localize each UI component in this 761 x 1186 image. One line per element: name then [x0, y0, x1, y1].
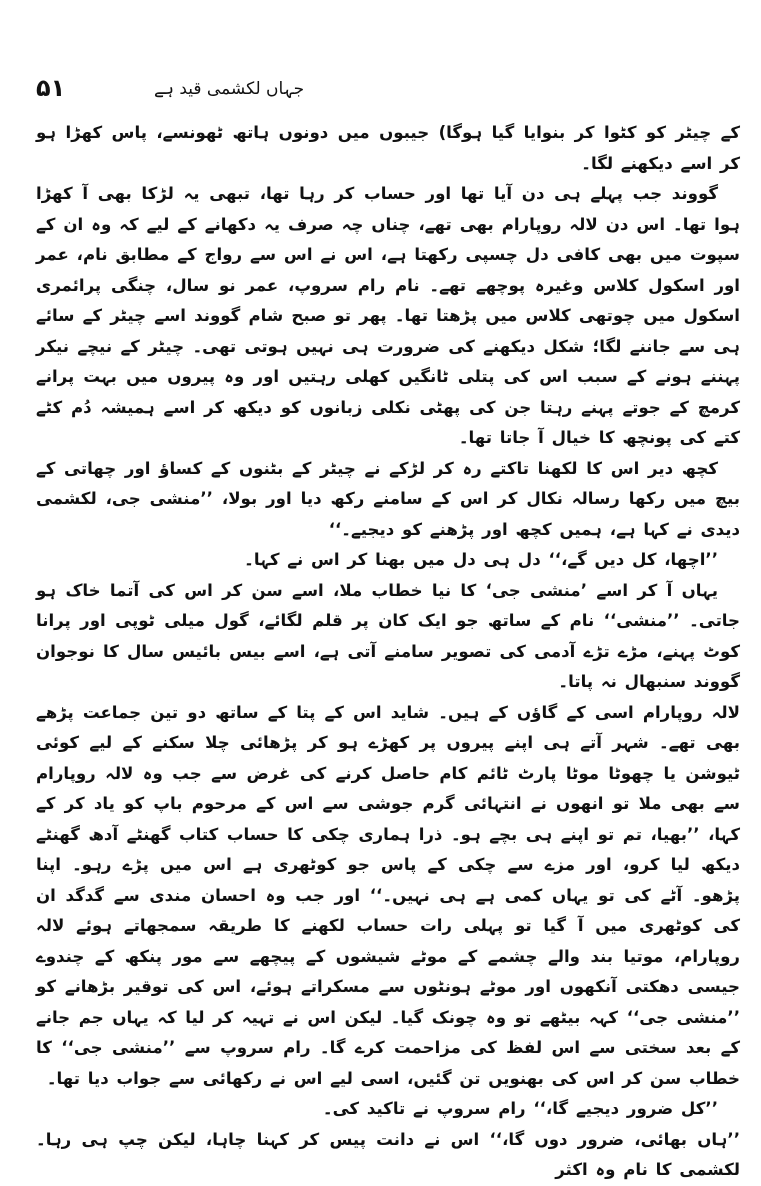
paragraph: یہاں آ کر اسے ’منشی جی‘ کا نیا خطاب ملا، اسے سن کر اس کی آتما خاک ہو جاتی۔ ’’منشی‘‘ نام کے ساتھ جو ایک کان پر قلم لگائے، گول میلی ٹوپی اور پرانا کوٹ پہنے، مڑے تڑے آدمی کی تصویر سامنے آتی ہے، اسے بیس بائیس سال کا نوجوان گووند سنبھال نہ پاتا۔ — [36, 580, 740, 691]
paragraph: لالہ روپارام اسی کے گاؤں کے ہیں۔ شاید اس کے پتا کے ساتھ دو تین جماعت پڑھے بھی تھے۔ شہر آتے ہی اپنے پیروں پر کھڑے ہو کر پڑھائی چلا سکنے کے لیے کوئی ٹیوشن یا چھوٹا موٹا پارٹ ٹائم کام حاصل کرنے کی غرض سے جب وہ لالہ روپارام سے بھی ملا تو انھوں نے انتہائی گرم جوشی سے اس کے مرحوم باپ کو یاد کر کے کہا، ’’بھیا، تم تو اپنے ہی بچے ہو۔ ذرا ہماری چکی کا حساب کتاب گھنٹے آدھ گھنٹے دیکھ لیا کرو، اور مزے سے چکی کے پاس جو کوٹھری ہے اس میں پڑے رہو۔ اپنا پڑھو۔ آٹے کی تو یہاں کمی ہے ہی نہیں۔‘‘ اور جب وہ احسان مندی سے گدگد ان کی کوٹھری میں آ گیا تو پہلی رات حساب لکھنے کا طریقہ سمجھاتے ہوئے لالہ روپارام، موتیا بند والے چشمے کے موٹے شیشوں کے پیچھے سے مور پنکھ کے چندوے جیسی دھکتی آنکھوں اور موٹے ہونٹوں سے مسکراتے ہوئے، اس کی توقیر بڑھانے کو ’’منشی جی‘‘ کہہ بیٹھے تو وہ چونک گیا۔ لیکن اس نے تہیہ کر لیا کہ یہاں جم جانے کے بعد سختی سے اس لفظ کی مزاحمت کرے گا۔ رام سروپ سے ’’منشی جی‘‘ کا خطاب سن کر اس کی بھنویں تن گئیں، اسی لیے اس نے رکھائی سے جواب دیا تھا۔ — [36, 702, 740, 1088]
body-text — [36, 118, 740, 1186]
paragraph: ’’اچھا، کل دیں گے،‘‘ دل ہی دل میں بھنا کر اس نے کہا۔ — [244, 550, 718, 569]
paragraph: ’’کل ضرور دیجیے گا،‘‘ رام سروپ نے تاکید کی۔ — [322, 1099, 718, 1118]
paragraph: گووند جب پہلے ہی دن آیا تھا اور حساب کر رہا تھا، تبھی یہ لڑکا بھی آ کھڑا ہوا تھا۔ اس دن لالہ روپارام بھی تھے، چناں چہ صرف یہ دکھانے کے لیے کہ وہ ان کے سپوت میں بھی کافی دل چسپی رکھتا ہے، اس نے اس سے رواج کے مطابق نام، عمر اور اسکول کلاس وغیرہ پوچھے تھے۔ نام رام سروپ، عمر نو سال، چنگی پرائمری اسکول میں چوتھی کلاس میں پڑھتا تھا۔ پھر تو صبح شام گووند اسے چیٹر کے سائے ہی سے جاننے لگا؛ شکل دیکھنے کی ضرورت ہی نہیں ہوتی تھی۔ چیٹر کے نیچے نیکر پہننے ہونے کے سبب اس کی پتلی ٹانگیں کھلی رہتیں اور وہ پیروں میں بہت پرانے کرمچ کے جوتے پہنے رہتا جن کی پھٹی نکلی زبانوں کو دیکھ کر اسے ہمیشہ دُم کٹے کتے کی پونچھ کا خیال آ جاتا تھا۔ — [36, 184, 740, 447]
page-header — [36, 70, 725, 110]
running-title: جہاں لکشمی قید ہے — [154, 79, 305, 99]
page-number: ۵۱ — [36, 74, 66, 102]
paragraph: ’’ہاں بھائی، ضرور دوں گا،‘‘ اس نے دانت پیس کر کہنا چاہا، لیکن چپ ہی رہا۔ لکشمی کا نام وہ اکثر — [36, 1129, 740, 1179]
paragraph: کے چیٹر کو کٹوا کر بنوایا گیا ہوگا) جیبوں میں دونوں ہاتھ ٹھونسے، پاس کھڑا ہو کر اسے دیکھنے لگا۔ — [36, 123, 740, 173]
paragraph: کچھ دیر اس کا لکھنا تاکتے رہ کر لڑکے نے چیٹر کے بٹنوں کے کساؤ اور چھاتی کے بیچ میں رکھا رسالہ نکال کر اس کے سامنے رکھ دیا اور بولا، ’’منشی جی، لکشمی دیدی نے کہا ہے، ہمیں کچھ اور پڑھنے کو دیجیے۔‘‘ — [36, 458, 740, 539]
